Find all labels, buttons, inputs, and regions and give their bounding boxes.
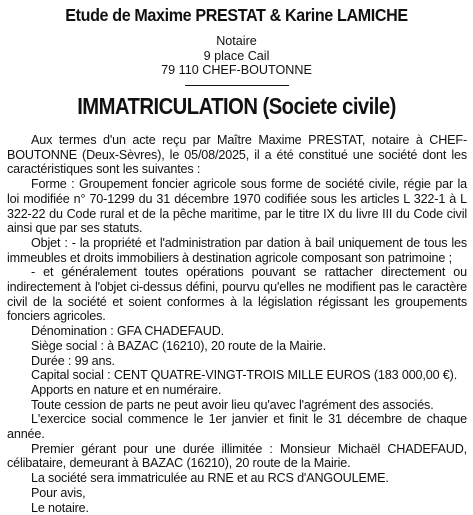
paragraph-pour-avis: Pour avis,: [31, 485, 86, 500]
paragraph-siege: Siège social : à BAZAC (16210), 20 route de la Mairie.: [31, 338, 327, 353]
paragraph-intro: Aux termes d'un acte reçu par Maître Maxime PRESTAT, notaire à CHEF-BOUTONNE (Deux-Sèvres), le 05/08/2025, il a été constitué une société dont les caractéristiques sont les suivantes :: [7, 133, 467, 177]
notary-office-title: Etude de Maxime PRESTAT & Karine LAMICHE: [65, 5, 408, 25]
paragraph-exercice: L'exercice social commence le 1er janvier et finit le 31 décembre de chaque année.: [7, 412, 467, 442]
address-line-street: 9 place Cail: [203, 48, 270, 63]
notary-label: Notaire: [216, 34, 257, 48]
paragraph-denomination: Dénomination : GFA CHADEFAUD.: [31, 324, 225, 339]
paragraph-capital: Capital social : CENT QUATRE-VINGT-TROIS MILLE EUROS (183 000,00 €).: [31, 368, 458, 383]
paragraph-objet-suite: - et généralement toutes opérations pouvant se rattacher directement ou indirectement à l'objet ci-dessus défini, pourvu qu'elles ne modifient pas le caractère civil de la société et soient conformes à la législation régissant les groupements fonciers agricoles.: [7, 265, 467, 324]
paragraph-objet: Objet : - la propriété et l'administration par dation à bail uniquement de tous les immeubles et droits immobiliers à destination agricole composant son patrimoine ;: [7, 235, 467, 265]
address-line-city: 79 110 CHEF-BOUTONNE: [161, 63, 312, 77]
paragraph-immatriculation: La société sera immatriculée au RNE et au RCS d'ANGOULEME.: [31, 471, 389, 486]
paragraph-gerant: Premier gérant pour une durée illimitée : Monsieur Michaël CHADEFAUD, célibataire, demeurant à BAZAC (16210), 20 route de la Mairie.: [7, 441, 467, 471]
paragraph-cession: Toute cession de parts ne peut avoir lieu qu'avec l'agrément des associés.: [31, 397, 434, 412]
paragraph-apports: Apports en nature et en numéraire.: [31, 382, 222, 397]
paragraph-signature: Le notaire.: [31, 500, 89, 515]
paragraph-forme: Forme : Groupement foncier agricole sous forme de société civile, régie par la loi modifiée n° 70-1299 du 31 décembre 1970 codifiée sous les articles L 322-1 à L 322-22 du Code rural et de la pêche maritime, par le titre IX du livre III du Code civil ainsi que par ses statuts.: [7, 177, 467, 236]
separator-rule: [185, 85, 289, 86]
notice-body: [7, 133, 467, 515]
paragraph-duree: Durée : 99 ans.: [31, 353, 115, 368]
notary-address-block: [0, 34, 473, 78]
notice-title: IMMATRICULATION (Societe civile): [77, 93, 396, 119]
